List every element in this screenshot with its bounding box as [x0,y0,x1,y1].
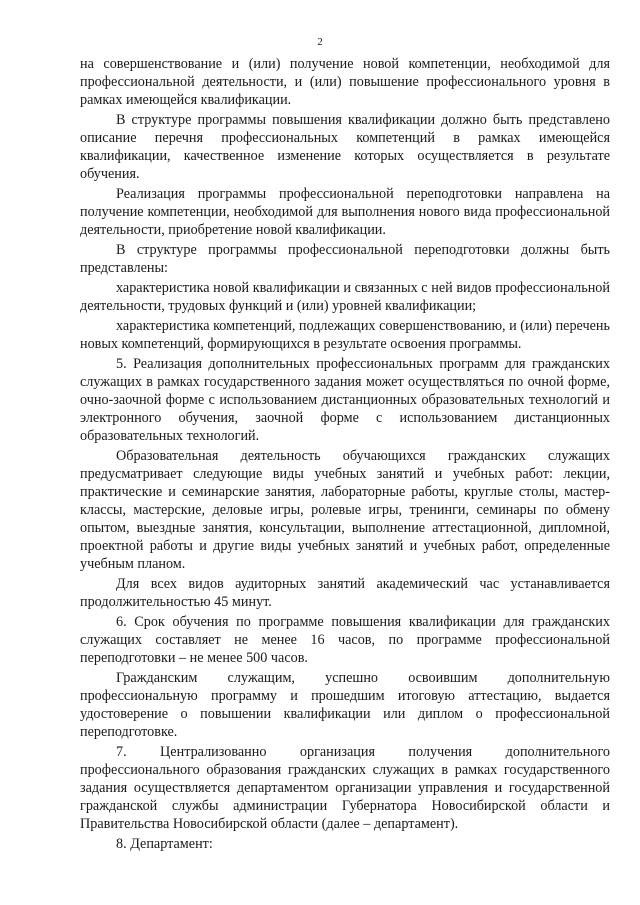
paragraph: В структуре программы повышения квалификации должно быть представлено описание перечня профессиональных компетенций в рамках имеющейся квалификации, качественное изменение которых осуществляется в результате обучения. [80,112,610,182]
paragraph: Реализация программы профессиональной переподготовки направлена на получение компетенции, необходимой для выполнения нового вида профессиональной деятельности, приобретение новой квалификации. [80,186,610,238]
paragraph: на совершенствование и (или) получение новой компетенции, необходимой для профессиональной деятельности, и (или) повышение профессионального уровня в рамках имеющейся квалификации. [80,56,610,108]
paragraph: Образовательная деятельность обучающихся гражданских служащих предусматривает следующие виды учебных занятий и учебных работ: лекции, практические и семинарские занятия, лабораторные работы, круглые столы, мастер-классы, мастерские, деловые игры, ролевые игры, тренинги, семинары по обмену опытом, выездные занятия, консультации, выполнение аттестационной, дипломной, проектной работы и другие виды учебных занятий и учебных работ, определенные учебным планом. [80,448,610,572]
paragraph: 8. Департамент: [116,836,213,852]
paragraph: Гражданским служащим, успешно освоившим дополнительную профессиональную программу и прошедшим итоговую аттестацию, выдается удостоверение о повышении квалификации или диплом о профессиональной переподготовке. [80,670,610,740]
paragraph: 5. Реализация дополнительных профессиональных программ для гражданских служащих в рамках государственного задания может осуществляться по очной форме, очно-заочной форме с использованием дистанционных образовательных технологий и электронного обучения, заочной форме с использованием дистанционных образовательных технологий. [80,356,610,444]
paragraph: характеристика компетенций, подлежащих совершенствованию, и (или) перечень новых компетенций, формирующихся в результате освоения программы. [80,318,610,352]
document-body [80,55,610,855]
paragraph: 7. Централизованно организация получения дополнительного профессионального образования гражданских служащих в рамках государственного задания осуществляется департаментом организации управления и государственной гражданской службы администрации Губернатора Новосибирской области и Правительства Новосибирской области (далее – департамент). [80,744,610,832]
paragraph: характеристика новой квалификации и связанных с ней видов профессиональной деятельности, трудовых функций и (или) уровней квалификации; [80,280,610,314]
paragraph: 6. Срок обучения по программе повышения квалификации для гражданских служащих составляет не менее 16 часов, по программе профессиональной переподготовки – не менее 500 часов. [80,614,610,666]
paragraph: В структуре программы профессиональной переподготовки должны быть представлены: [80,242,610,276]
page-number: 2 [317,36,323,48]
paragraph: Для всех видов аудиторных занятий академический час устанавливается продолжительностью 45 минут. [80,576,610,610]
